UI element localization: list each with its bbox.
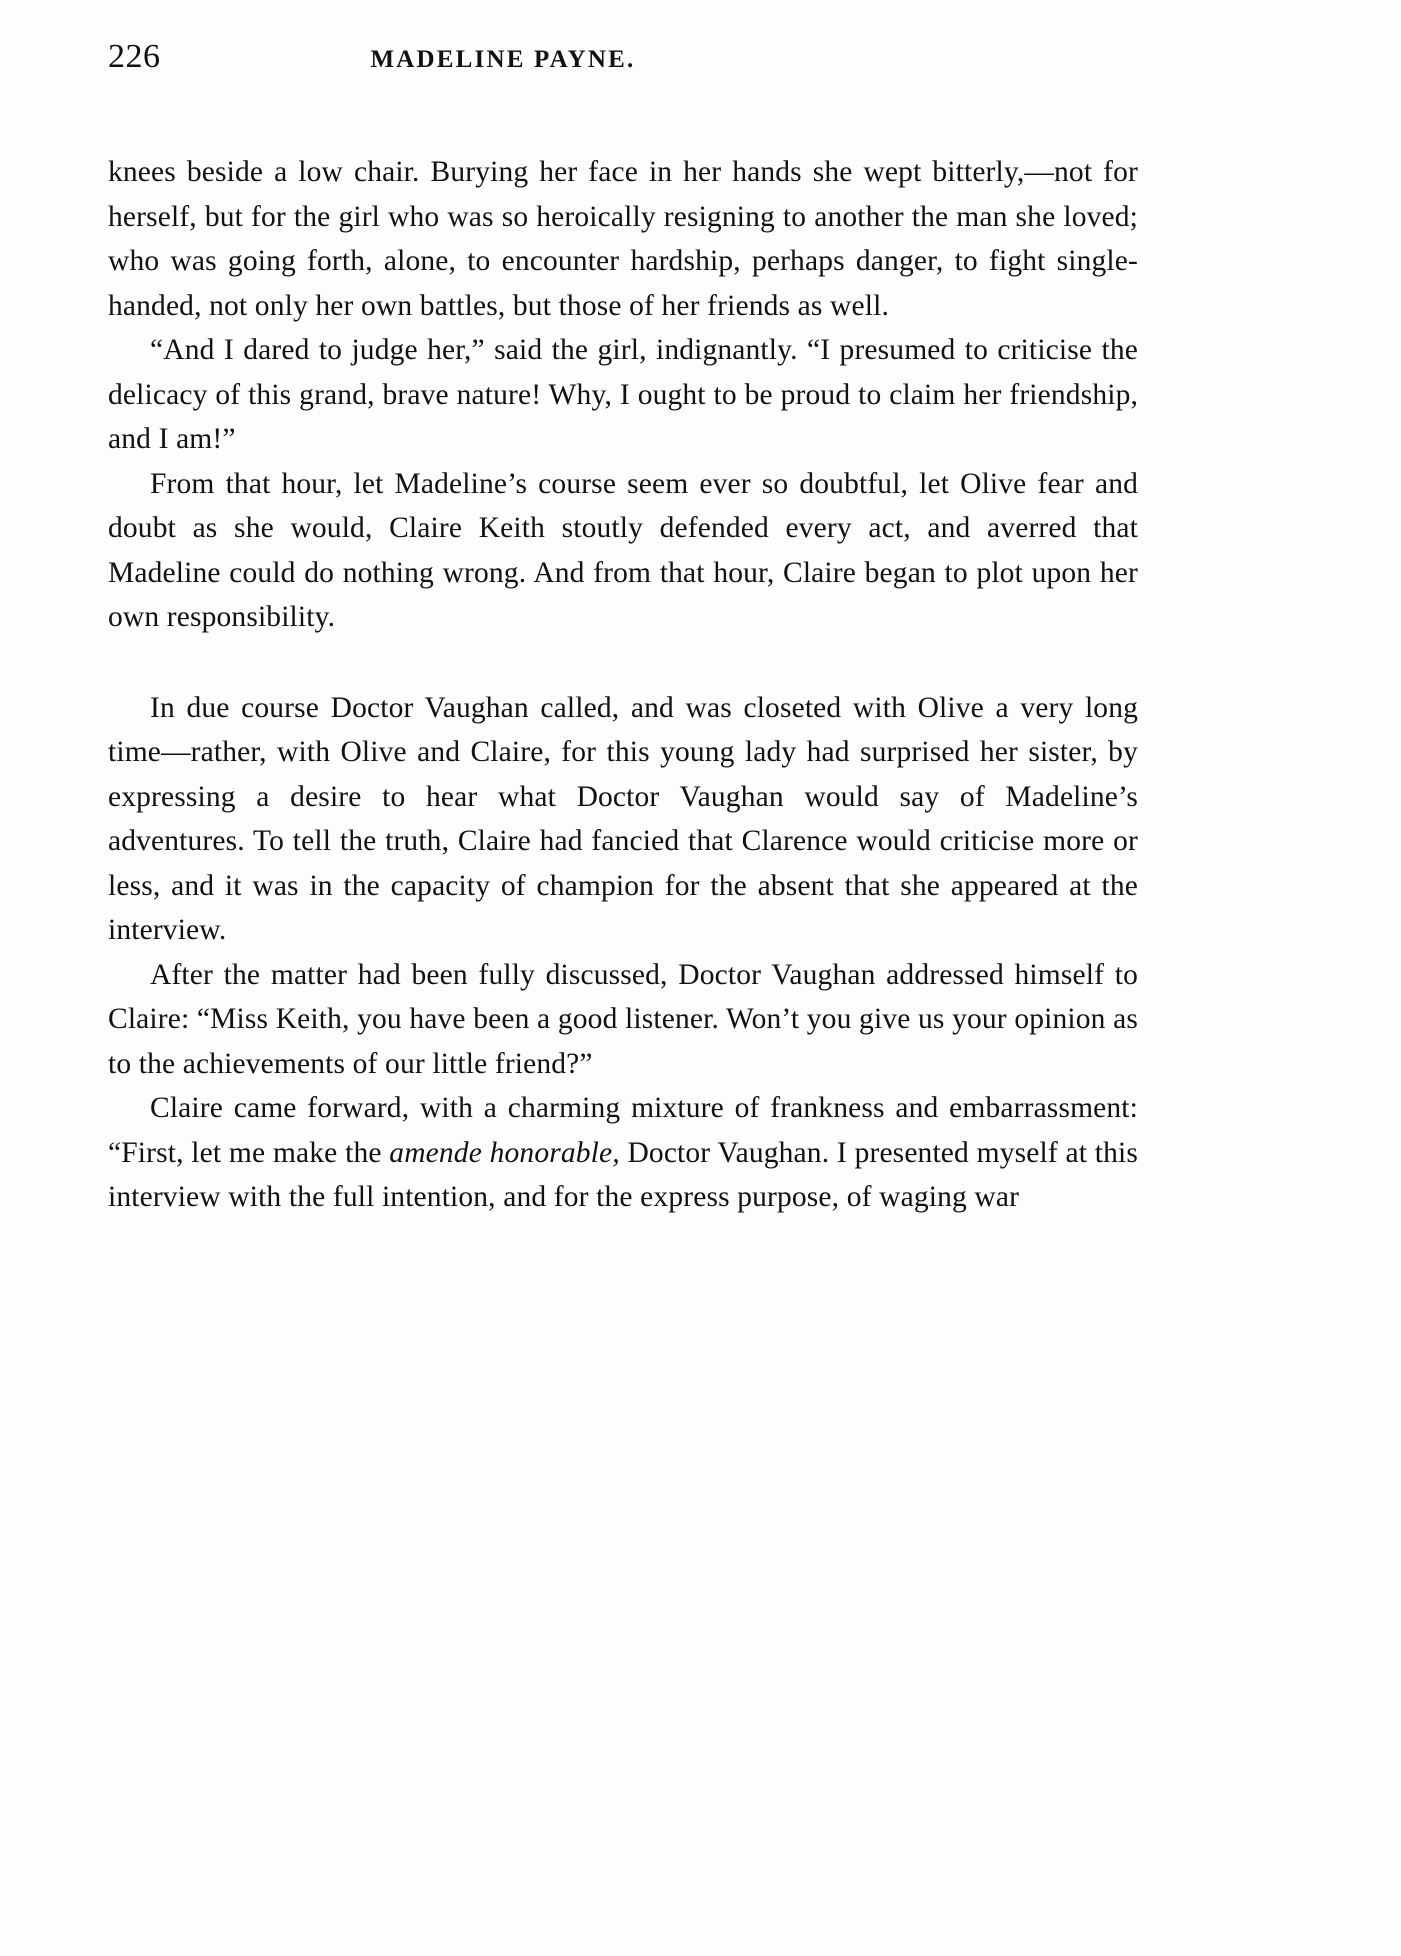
page-header: [108, 38, 1293, 78]
paragraph-1: knees beside a low chair. Burying her face in her hands she wept bitterly,—not for herself, but for the girl who was so heroically resigning to another the man she loved; who was going forth, alone, to encounter hardship, perhaps danger, to fight single-handed, not only her own battles, but those of her friends as well.: [108, 156, 1138, 322]
page-body: [108, 150, 1138, 1220]
paragraph-3: From that hour, let Madeline’s course seem ever so doubtful, let Olive fear and doubt as she would, Claire Keith stoutly defended every act, and averred that Madeline could do nothing wrong. And from that hour, Claire began to plot upon her own responsibility.: [108, 467, 1138, 633]
paragraph-6-part-a: Claire came forward, with a charming mixture of frankness and embarrassment: “First, let me make the: [108, 1092, 1138, 1169]
running-head-title: MADELINE PAYNE.: [370, 46, 636, 73]
paragraph-5: After the matter had been fully discussed, Doctor Vaughan addressed himself to Claire: “Miss Keith, you have been a good listener. Won’t you give us your opinion as to the achievements of our little friend?”: [108, 958, 1138, 1080]
paragraph-6: [108, 1086, 1138, 1220]
paragraph-2: “And I dared to judge her,” said the girl, indignantly. “I presumed to criticise the delicacy of this grand, brave nature! Why, I ought to be proud to claim her friendship, and I am!”: [108, 334, 1138, 455]
paragraph-4: In due course Doctor Vaughan called, and was closeted with Olive a very long time—rather, with Olive and Claire, for this young lady had surprised her sister, by expressing a desire to hear what Doctor Vaughan would say of Madeline’s adventures. To tell the truth, Claire had fancied that Clarence would criticise more or less, and it was in the capacity of champion for the absent that she appeared at the interview.: [108, 691, 1138, 946]
paragraph-6-part-b: Doctor Vaughan. I presented myself at this interview with the full intention, and for the express purpose, of waging war: [108, 1136, 1139, 1213]
paragraph-6-italic-phrase: amende honorable,: [389, 1136, 620, 1169]
page-number: 226: [108, 38, 161, 75]
